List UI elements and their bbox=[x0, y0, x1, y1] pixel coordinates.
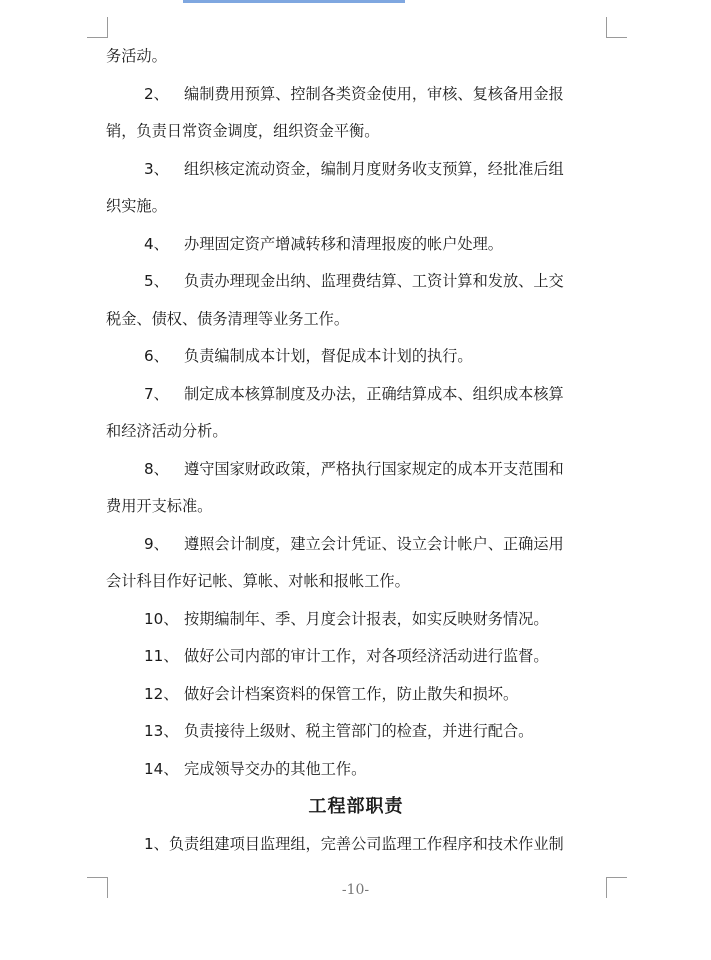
item-number: 2、 bbox=[144, 84, 169, 103]
continued-text: 务活动。 bbox=[106, 47, 167, 65]
item-number: 12、 bbox=[144, 684, 179, 703]
item-text-cont: 织实施。 bbox=[106, 197, 167, 215]
list-item bbox=[106, 526, 606, 601]
item-text-cont: 费用开支标准。 bbox=[106, 497, 213, 515]
ruler-indicator bbox=[183, 0, 405, 3]
item-number: 5、 bbox=[144, 272, 169, 290]
list-item bbox=[106, 751, 606, 789]
item-number: 4、 bbox=[144, 234, 169, 253]
item-text: 遵照会计制度，建立会计凭证、设立会计帐户、正确运用 bbox=[184, 534, 564, 553]
item-text: 按期编制年、季、月度会计报表，如实反映财务情况。 bbox=[184, 609, 549, 628]
item-number: 9、 bbox=[144, 534, 169, 553]
item-number: 10、 bbox=[144, 609, 179, 628]
margin-mark-top-left bbox=[87, 17, 108, 38]
item-text: 制定成本核算制度及办法，正确结算成本、组织成本核算 bbox=[184, 384, 564, 403]
list-item bbox=[106, 601, 606, 639]
item-number: 3、 bbox=[144, 159, 169, 178]
page-number: -10- bbox=[341, 882, 370, 898]
item-text-cont: 会计科目作好记帐、算帐、对帐和报帐工作。 bbox=[106, 572, 410, 590]
margin-mark-top-right bbox=[606, 17, 627, 38]
list-item bbox=[106, 226, 606, 264]
list-item bbox=[106, 263, 606, 338]
list-item bbox=[106, 76, 606, 151]
item-number: 8、 bbox=[144, 459, 169, 478]
document-body bbox=[106, 38, 606, 863]
item-text-cont: 税金、债权、债务清理等业务工作。 bbox=[106, 309, 349, 328]
list-item bbox=[106, 376, 606, 451]
item-text: 负责接待上级财、税主管部门的检查，并进行配合。 bbox=[184, 722, 534, 740]
item-text: 遵守国家财政政策，严格执行国家规定的成本开支范围和 bbox=[184, 459, 564, 478]
item-text: 做好公司内部的审计工作，对各项经济活动进行监督。 bbox=[184, 647, 549, 665]
item-number: 13、 bbox=[144, 722, 179, 740]
item-text: 完成领导交办的其他工作。 bbox=[184, 759, 367, 778]
section-first-line: 1、负责组建项目监理组，完善公司监理工作程序和技术作业制 bbox=[144, 834, 564, 853]
item-text: 组织核定流动资金，编制月度财务收支预算，经批准后组 bbox=[184, 159, 564, 178]
section-heading: 工程部职责 bbox=[308, 796, 404, 817]
item-text: 办理固定资产增减转移和清理报废的帐户处理。 bbox=[184, 234, 503, 253]
item-text-cont: 和经济活动分析。 bbox=[106, 422, 228, 440]
item-text: 编制费用预算、控制各类资金使用，审核、复核备用金报 bbox=[184, 84, 564, 103]
list-item bbox=[106, 338, 606, 376]
item-number: 14、 bbox=[144, 759, 179, 778]
list-item bbox=[106, 451, 606, 526]
list-item bbox=[106, 151, 606, 226]
item-text: 负责办理现金出纳、监理费结算、工资计算和发放、上交 bbox=[184, 272, 564, 290]
list-item bbox=[106, 676, 606, 714]
item-text-cont: 销，负责日常资金调度，组织资金平衡。 bbox=[106, 122, 380, 140]
item-number: 6、 bbox=[144, 347, 169, 365]
list-item bbox=[106, 713, 606, 751]
item-number: 11、 bbox=[144, 647, 179, 665]
item-text: 负责编制成本计划，督促成本计划的执行。 bbox=[184, 347, 473, 365]
item-text: 做好会计档案资料的保管工作，防止散失和损坏。 bbox=[184, 684, 519, 703]
list-item bbox=[106, 638, 606, 676]
item-number: 7、 bbox=[144, 384, 169, 403]
